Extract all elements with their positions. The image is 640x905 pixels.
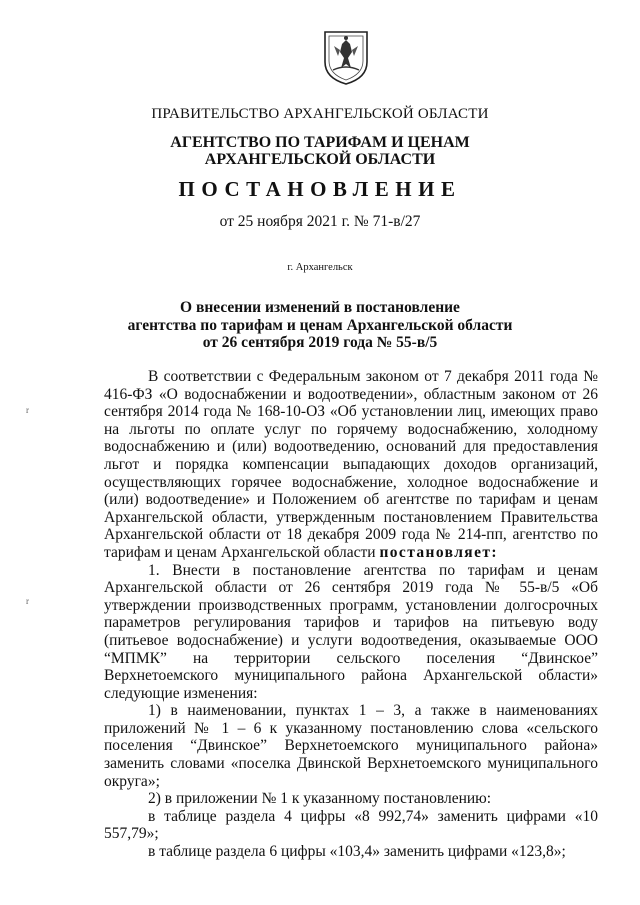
resolution-keyword: постановляет: (379, 543, 498, 561)
document-date-number: от 25 ноября 2021 г. № 71-в/27 (219, 213, 421, 230)
document-body (104, 368, 598, 861)
agency-name-line1: АГЕНТСТВО ПО ТАРИФАМ И ЦЕНАМ (170, 134, 470, 151)
coat-of-arms-emblem (319, 28, 373, 86)
document-type-title: ПОСТАНОВЛЕНИЕ (178, 177, 462, 201)
subject-line2: агентства по тарифам и ценам Архангельской области (127, 316, 513, 334)
agency-name (0, 134, 640, 168)
body-paragraph-preamble (104, 368, 598, 562)
document-city: г. Архангельск (287, 262, 353, 273)
agency-name-line2: АРХАНГЕЛЬСКОЙ ОБЛАСТИ (204, 151, 436, 168)
body-paragraph-change1: в таблице раздела 4 цифры «8 992,74» заменить цифрами «10 557,79»; (104, 807, 598, 843)
margin-mark: r (26, 405, 29, 415)
body-paragraph-item1: 1. Внести в постановление агентства по тарифам и ценам Архангельской области от 26 сентября 2019 года № 55-в/5 «Об утверждении производственных программ, установлении долгосрочных параметров регулирования тарифов и тарифов на питьевую воду (питьевое водоснабжение) и услуги водоотведения, оказываемые ООО “МПМК” на территории сельского поселения “Двинское” Верхнетоемского муниципального района Архангельской области» следующие изменения: (104, 561, 598, 702)
preamble-text: В соответствии с Федеральным законом от 7 декабря 2011 года № 416-ФЗ «О водоснабжении и водоотведении», областным законом от 26 сентября 2014 года № 168-10-ОЗ «Об установлении лиц, имеющих право на льготы по оплате услуг по горячему водоснабжению, холодному водоснабжению и (или) водоотведению, оснований для предоставления льгот и порядка компенсации выпадающих доходов организаций, осуществляющих горячее водоснабжение, холодное водоснабжение и (или) водоотведение» и Положением об агентстве по тарифам и ценам Архангельской области, утвержденным постановлением Правительства Архангельской области от 18 декабря 2009 года № 214-пп, агентство по тарифам и ценам Архангельской области (104, 368, 598, 561)
body-paragraph-change2: в таблице раздела 6 цифры «103,4» заменить цифрами «123,8»; (148, 843, 566, 861)
body-paragraph-subitem2: 2) в приложении № 1 к указанному постановлению: (148, 790, 492, 808)
margin-mark: r (26, 596, 29, 606)
document-subject (0, 299, 640, 352)
subject-line1: О внесении изменений в постановление (180, 299, 460, 316)
subject-line3: от 26 сентября 2019 года № 55-в/5 (202, 334, 438, 351)
body-paragraph-subitem1: 1) в наименовании, пунктах 1 – 3, а также в наименованиях приложений № 1 – 6 к указанному постановлению слова «сельского поселения “Двинское” Верхнетоемского муниципального района» заменить словами «поселка Двинской Верхнетоемского муниципального округа»; (104, 702, 598, 790)
government-name: ПРАВИТЕЛЬСТВО АРХАНГЕЛЬСКОЙ ОБЛАСТИ (151, 106, 489, 122)
